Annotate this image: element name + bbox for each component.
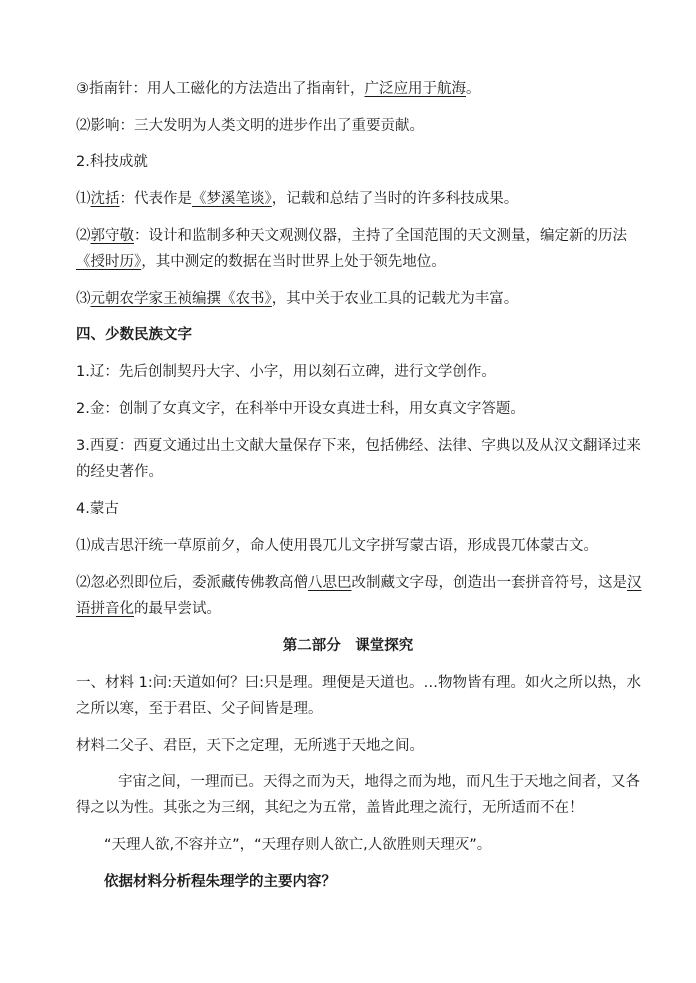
wang-book: 《农书》 xyxy=(221,291,272,307)
wang-suffix: ，其中关于农业工具的记载尤为丰富。 xyxy=(271,291,519,307)
menggu2-underline-1: 汉 xyxy=(627,575,642,591)
guo-book: 《授时历》 xyxy=(76,254,142,270)
compass-text: ③指南针：用人工磁化的方法造出了指南针， xyxy=(76,81,365,97)
material3-line-1: 宇宙之间，一理而已。天得之而为天，地得之而为地，而凡生于天地之间者，又各 xyxy=(118,774,640,790)
jin-line: 2.金：创制了女真文字，在科举中开设女真进士科，用女真文字答题。 xyxy=(76,401,525,417)
material1-line-1: 一、材料 1:问:天道如何？曰:只是理。理便是天道也。…物物皆有理。如火之所以热，水 xyxy=(76,675,641,691)
guo-line2-rest: ，其中测定的数据在当时世界上处于领先地位。 xyxy=(141,254,446,270)
compass-suffix: 。 xyxy=(466,81,481,97)
guo-prefix: ⑵ xyxy=(76,228,91,244)
material1-line-2: 之所以寒，至于君臣、父子间皆是理。 xyxy=(76,701,323,717)
guo-name: 郭守敬 xyxy=(90,228,134,244)
shen-suffix: ，记载和总结了当时的许多科技成果。 xyxy=(271,191,519,207)
menggu-item-2-line-1 xyxy=(76,573,642,593)
question-line: 依据材料分析程朱理学的主要内容？ xyxy=(104,874,336,890)
menggu2-name: 八思巴 xyxy=(308,575,352,591)
shen-book: 《梦溪笔谈》 xyxy=(192,191,272,207)
wang-zhen-line xyxy=(76,289,624,309)
xixia-line-2: 的经史著作。 xyxy=(76,464,163,480)
quote-line: “天理人欲,不容并立”，“天理存则人欲亡,人欲胜则天理灭”。 xyxy=(104,837,492,853)
menggu2-mid: 改制藏文字母，创造出一套拼音符号，这是 xyxy=(351,575,627,591)
section4-heading: 四、少数民族文字 xyxy=(76,327,192,343)
shen-mid: ：代表作是 xyxy=(119,191,192,207)
shen-kuo-line xyxy=(76,189,624,209)
shen-prefix: ⑴ xyxy=(76,191,91,207)
menggu2-prefix: ⑵忽必烈即位后，委派藏传佛教高僧 xyxy=(76,575,308,591)
guo-line-2 xyxy=(76,252,624,272)
wang-prefix: ⑶ xyxy=(76,291,91,307)
tech-heading: 2.科技成就 xyxy=(76,154,148,170)
guo-line-1 xyxy=(76,226,627,246)
wang-name: 元朝农学家王祯编撰 xyxy=(90,291,221,307)
menggu-heading: 4.蒙古 xyxy=(76,501,119,517)
menggu-item-2-line-2 xyxy=(76,599,624,619)
menggu2-underline-2: 语拼音化 xyxy=(76,601,134,617)
menggu-item-1: ⑴成吉思汗统一草原前夕，命人使用畏兀儿文字拼写蒙古语，形成畏兀体蒙古文。 xyxy=(76,538,598,554)
impact-line: ⑵影响：三大发明为人类文明的进步作出了重要贡献。 xyxy=(76,118,424,134)
compass-underlined-text: 广泛应用于航海 xyxy=(364,81,466,97)
part2-heading: 第二部分 课堂探究 xyxy=(282,638,414,654)
menggu2-suffix: 的最早尝试。 xyxy=(134,601,221,617)
material2-line: 材料二父子、君臣，天下之定理，无所逃于天地之间。 xyxy=(76,738,424,754)
compass-line xyxy=(76,79,624,99)
xixia-line-1: 3.西夏：西夏文通过出土文献大量保存下来，包括佛经、法律、字典以及从汉文翻译过来 xyxy=(76,438,641,454)
liao-line: 1.辽：先后创制契丹大字、小字，用以刻石立碑，进行文学创作。 xyxy=(76,364,496,380)
guo-line1-rest: ：设计和监制多种天文观测仪器，主持了全国范围的天文测量，编定新的历法 xyxy=(134,228,627,244)
material3-line-2: 得之以为性。其张之为三纲，其纪之为五常，盖皆此理之流行，无所适而不在！ xyxy=(76,800,584,816)
shen-name: 沈括 xyxy=(90,191,120,207)
